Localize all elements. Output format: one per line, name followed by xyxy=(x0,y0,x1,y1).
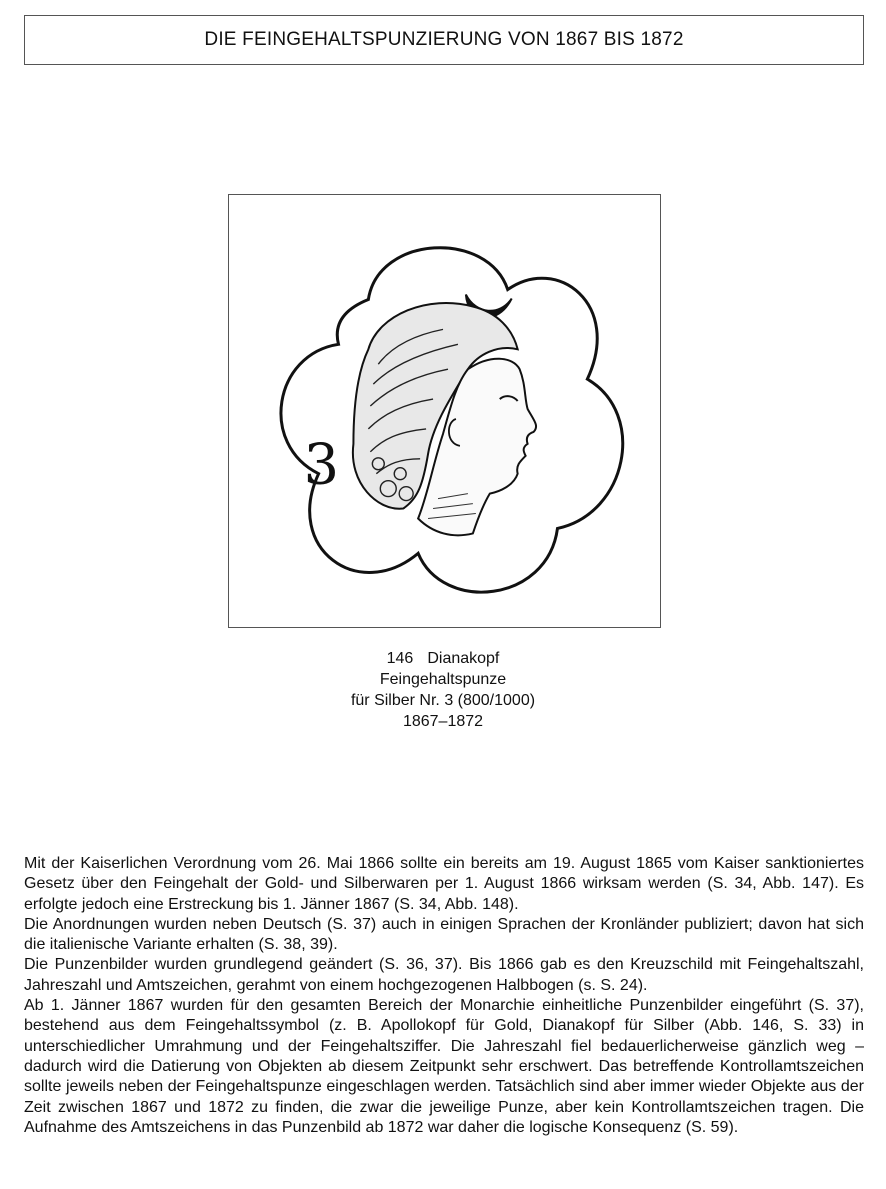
figure-caption xyxy=(0,648,886,732)
caption-line-3: für Silber Nr. 3 (800/1000) xyxy=(350,692,536,709)
body-text xyxy=(24,854,864,1138)
paragraph-2: Die Anordnungen wurden neben Deutsch (S. 37) auch in einigen Sprachen der Kronländer publiziert; davon hat sich die italienische Variante erhalten (S. 38, 39). xyxy=(24,915,864,954)
page-title: DIE FEINGEHALTSPUNZIERUNG VON 1867 BIS 1872 xyxy=(204,29,684,50)
caption-line-4: 1867–1872 xyxy=(402,713,484,730)
figure-name: Dianakopf xyxy=(427,650,500,667)
diana-head-hallmark-illustration xyxy=(229,195,660,627)
caption-line-2: Feingehaltspunze xyxy=(379,671,507,688)
caption-line-1 xyxy=(0,648,886,669)
paragraph-3: Die Punzenbilder wurden grundlegend geändert (S. 36, 37). Bis 1866 gab es den Kreuzschild mit Feingehaltszahl, Jahreszahl und Amtszeichen, gerahmt von einem hochgezogenen Halbbogen (s. S. 24). xyxy=(24,956,864,994)
figure-frame xyxy=(228,194,661,628)
page-title-box xyxy=(24,15,864,65)
paragraph-4: Ab 1. Jänner 1867 wurden für den gesamten Bereich der Monarchie einheitliche Punzenbilder eingeführt (S. 37), bestehend aus dem Feingehaltssymbol (z. B. Apollokopf für Gold, Dianakopf für Silber (Abb. 146, S. 33) in unterschiedlicher Umrahmung und der Feingehaltsziffer. Die Jahreszahl fiel bedauerlicherweise gänzlich weg – dadurch wird die Datierung von Objekten ab diesem Zeitpunkt sehr erschwert. Das betreffende Kontrollamtszeichen sollte jeweils neben der Feingehaltspunze eingeschlagen werden. Tatsächlich sind aber immer wieder Objekte aus der Zeit zwischen 1867 und 1872 zu finden, die zwar die jeweilige Punze, aber kein Kontrollamtszeichen tragen. Die Aufnahme des Amtszeichens in das Punzenbild ab 1872 war daher die logische Konsequenz (S. 59). xyxy=(24,997,864,1136)
paragraph-1: Mit der Kaiserlichen Verordnung vom 26. Mai 1866 sollte ein bereits am 19. August 1865 vom Kaiser sanktioniertes Gesetz über den Feingehalt der Gold- und Silberwaren per 1. August 1866 wirksam werden (S. 34, Abb. 147). Es erfolgte jedoch eine Erstreckung bis 1. Jänner 1867 (S. 34, Abb. 148). xyxy=(24,855,864,913)
figure-number: 146 xyxy=(386,650,414,667)
hallmark-numeral: 3 xyxy=(303,432,340,498)
